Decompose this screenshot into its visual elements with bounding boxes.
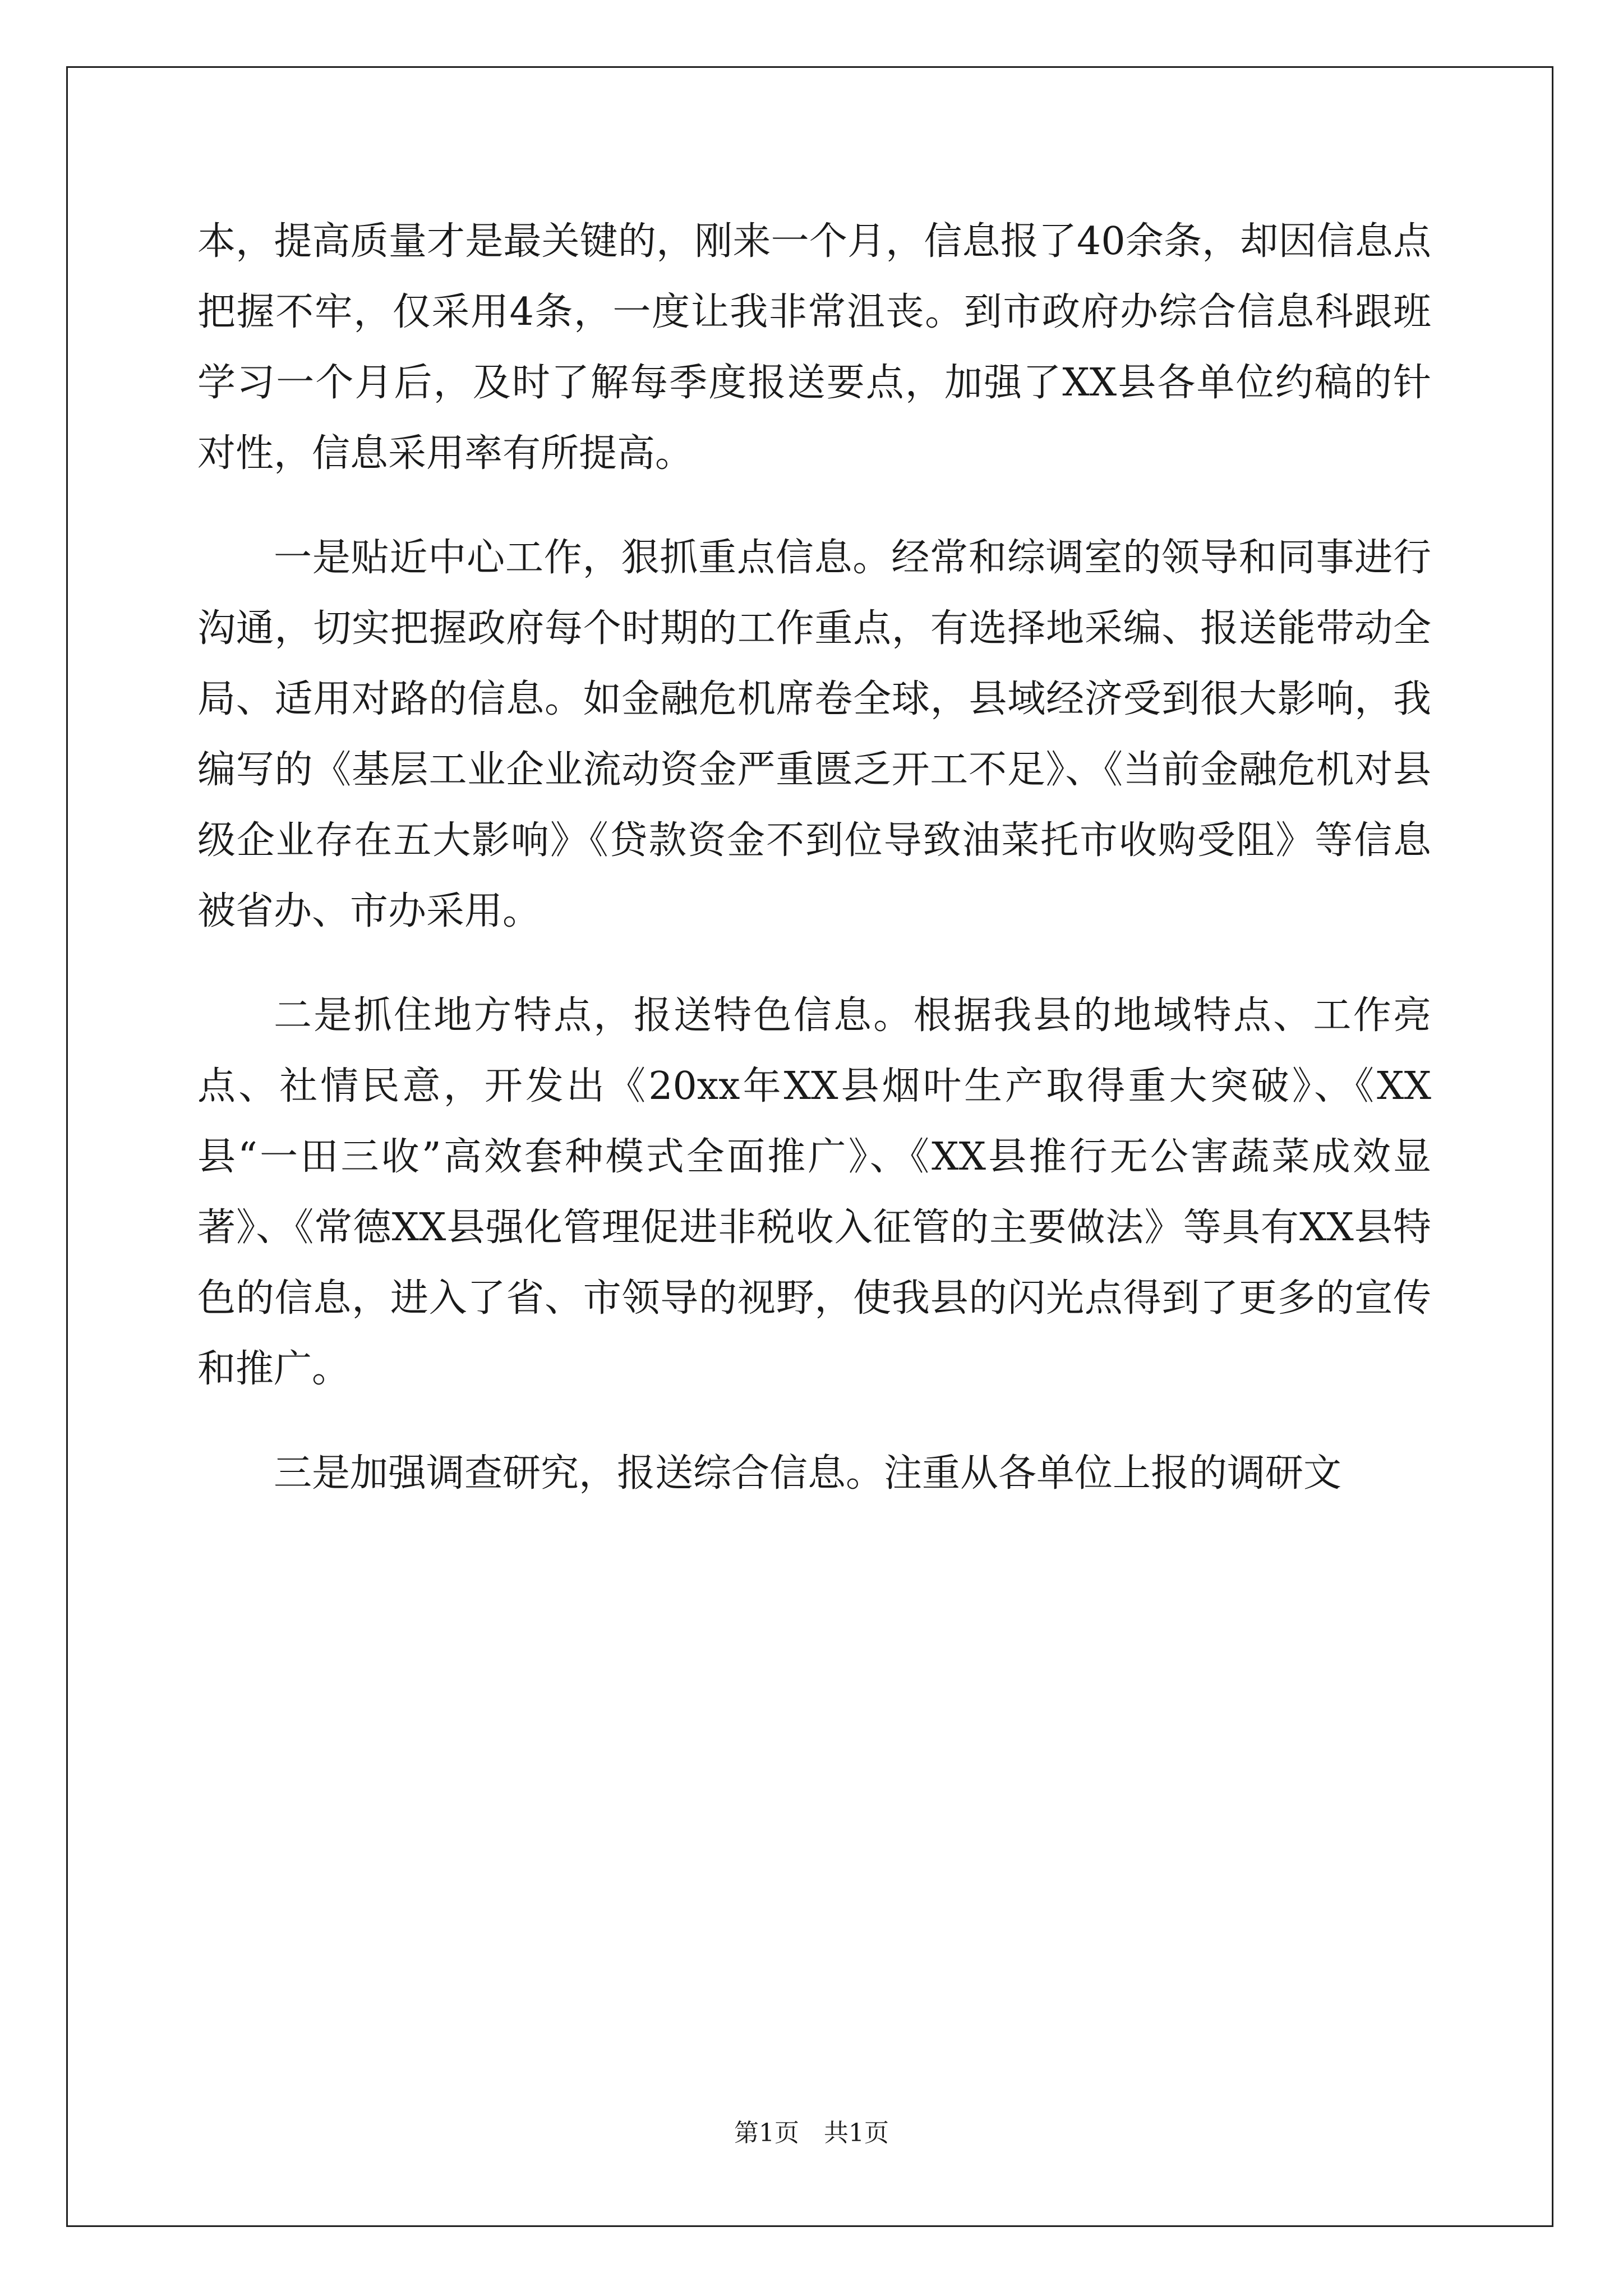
paragraph-key-information: 一是贴近中心工作，狠抓重点信息。经常和综调室的领导和同事进行沟通，切实把握政府每个时期的工作重点，有选择地采编、报送能带动全局、适用对路的信息。如金融危机席卷全球，县域经济受到很大影响，我编写的《基层工业企业流动资金严重匮乏开工不足》、《当前金融危机对县级企业存在五大影响》《贷款资金不到位导致油菜托市收购受阻》等信息被省办、市办采用。 [197, 536, 1431, 933]
paragraph-local-features: 二是抓住地方特点，报送特色信息。根据我县的地域特点、工作亮点、社情民意，开发出《20xx年XX县烟叶生产取得重大突破》、《XX县“一田三收”高效套种模式全面推广》、《XX县推行无公害蔬菜成效显著》、《常德XX县强化管理促进非税收入征管的主要做法》等具有XX县特色的信息，进入了省、市领导的视野，使我县的闪光点得到了更多的宣传和推广。 [197, 993, 1431, 1391]
paragraph-continuation: 本，提高质量才是最关键的，刚来一个月，信息报了40余条，却因信息点把握不牢，仅采用4条，一度让我非常沮丧。到市政府办综合信息科跟班学习一个月后，及时了解每季度报送要点，加强了XX县各单位约稿的针对性，信息采用率有所提高。 [197, 219, 1431, 476]
document-body [197, 206, 1431, 1543]
page-number-footer: 第1页 共1页 [734, 2119, 889, 2147]
paragraph-research: 三是加强调查研究，报送综合信息。注重从各单位上报的调研文 [274, 1451, 1342, 1496]
